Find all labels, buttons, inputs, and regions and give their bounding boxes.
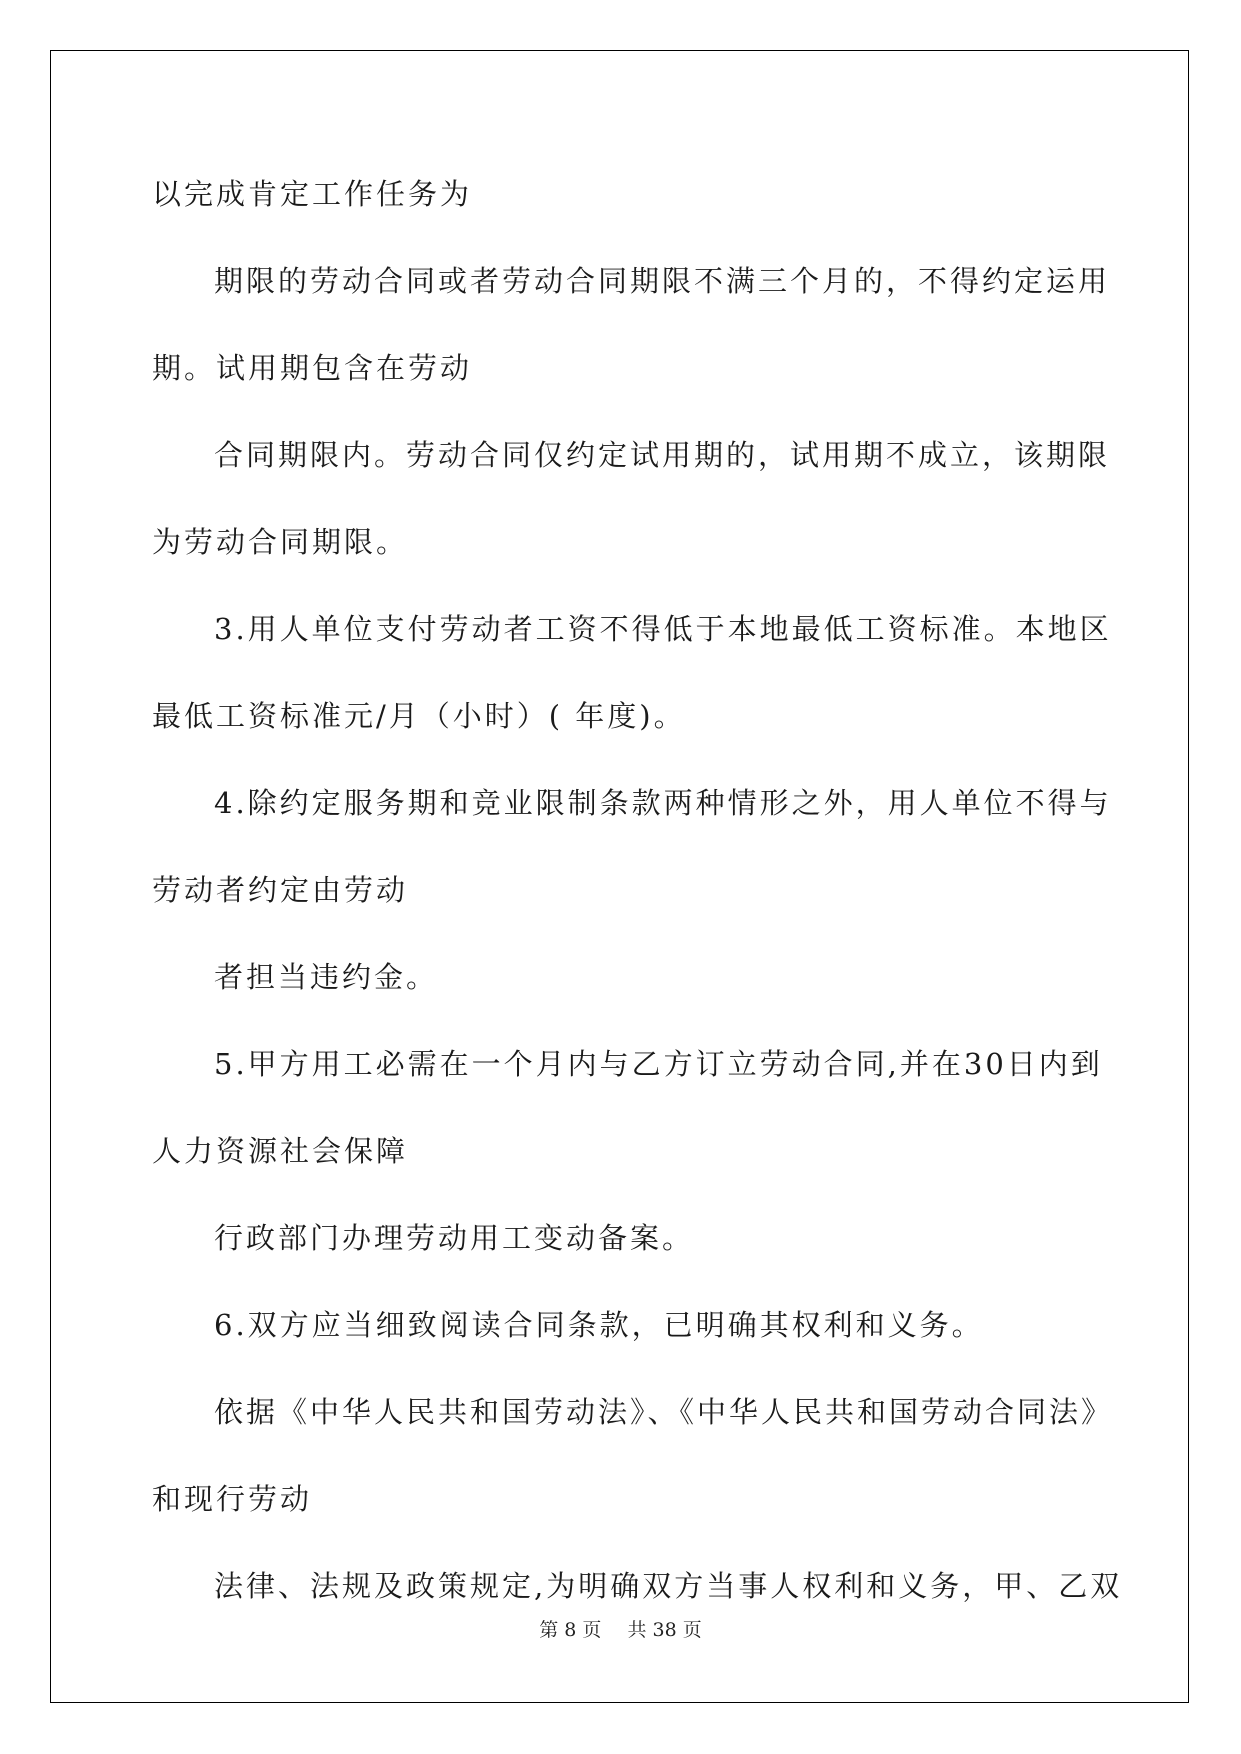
text-line: 6.双方应当细致阅读合同条款，已明确其权利和义务。: [214, 1308, 984, 1342]
text-line: 以完成肯定工作任务为: [152, 177, 473, 211]
page-footer: [0, 1615, 1241, 1642]
text-line: 期。试用期包含在劳动: [152, 351, 473, 385]
text-line: 劳动者约定由劳动: [152, 873, 409, 907]
page-total: 共 38 页: [627, 1619, 702, 1641]
text-line: 行政部门办理劳动用工变动备案。: [214, 1221, 695, 1255]
text-line: 4.除约定服务期和竞业限制条款两种情形之外，用人单位不得与: [214, 786, 1112, 820]
text-line: 为劳动合同期限。: [152, 525, 409, 559]
text-line: 5.甲方用工必需在一个月内与乙方订立劳动合同,并在30日内到: [214, 1047, 1103, 1081]
text-line: 期限的劳动合同或者劳动合同期限不满三个月的，不得约定运用: [214, 264, 1111, 298]
page-number: 第 8 页: [539, 1619, 602, 1641]
text-line: 者担当违约金。: [214, 960, 439, 994]
text-line: 最低工资标准元/月（小时）( 年度)。: [152, 699, 686, 733]
text-line: 人力资源社会保障: [152, 1134, 409, 1168]
text-line: 依据《中华人民共和国劳动法》、《中华人民共和国劳动合同法》: [214, 1395, 1114, 1429]
text-line: 3.用人单位支付劳动者工资不得低于本地最低工资标准。本地区: [214, 612, 1112, 646]
document-body: [152, 160, 1123, 1639]
text-line: 合同期限内。劳动合同仅约定试用期的，试用期不成立，该期限: [214, 438, 1111, 472]
text-line: 和现行劳动: [152, 1482, 313, 1516]
text-line: 法律、法规及政策规定,为明确双方当事人权利和义务，甲、乙双: [214, 1569, 1123, 1603]
